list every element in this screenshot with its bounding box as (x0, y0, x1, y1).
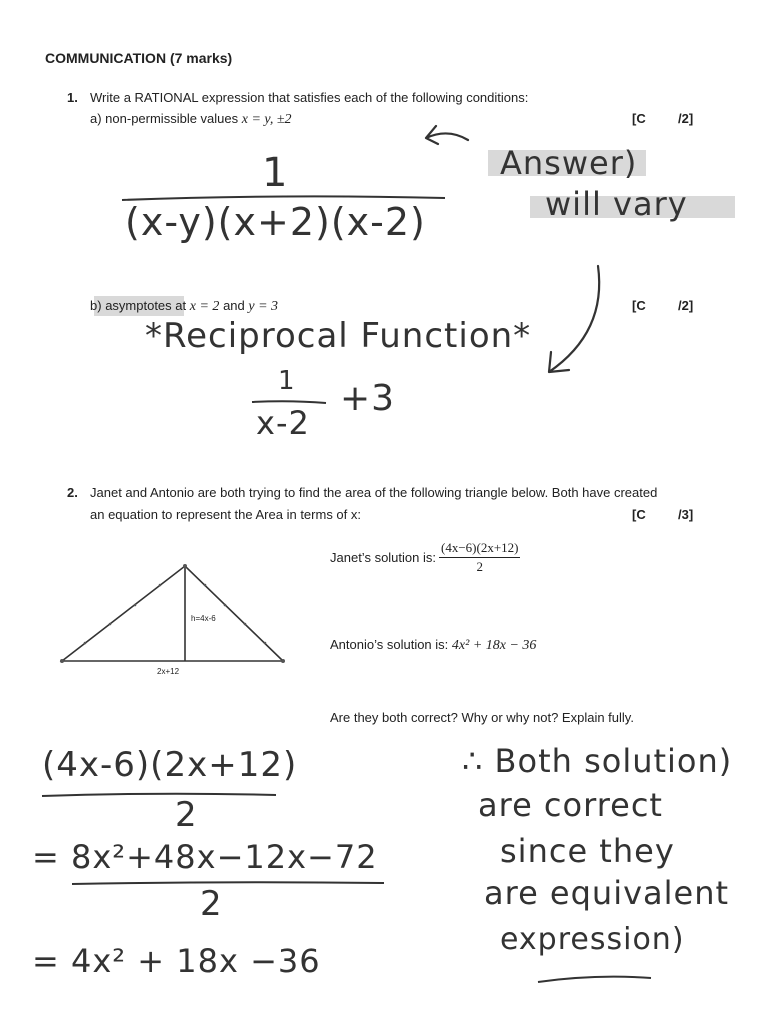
hand-1b-title: *Reciprocal Function* (145, 316, 532, 356)
hand-1a-denominator: (x-y)(x+2)(x-2) (125, 200, 426, 244)
q1a-math: x = y, ±2 (241, 112, 292, 127)
q1b-highlight: asymptotes (105, 298, 172, 313)
hand-work-line1-bar (40, 790, 280, 800)
q1-prompt: Write a RATIONAL expression that satisfies each of the following conditions: (90, 90, 529, 105)
janet-numerator: (4x−6)(2x+12) (439, 540, 520, 558)
q1b-mark-c: [C (632, 298, 646, 313)
q1b-and: and (223, 298, 245, 313)
hand-work-line2-num: = 8x²+48x−12x−72 (32, 838, 378, 876)
q2-mark-total: /3] (678, 507, 694, 522)
hand-work-line1-den: 2 (175, 795, 198, 835)
section-title: COMMUNICATION (7 marks) (45, 50, 233, 66)
q2-number: 2. (67, 485, 78, 500)
q2-prompt-line1: Janet and Antonio are both trying to find the area of the following triangle below. Both have created (90, 485, 658, 500)
janet-label: Janet’s solution is: (330, 550, 436, 565)
triangle-figure (55, 558, 295, 673)
q2-prompt-line2: an equation to represent the Area in terms of x: (90, 507, 361, 522)
q1a-mark-total: /2] (678, 111, 694, 126)
q1a-label: a) non-permissible values (90, 111, 239, 126)
hand-work-line2-den: 2 (200, 884, 223, 924)
antonio-solution (330, 637, 536, 654)
triangle-base-label: 2x+12 (157, 667, 180, 676)
hand-conclusion-4: are equivalent (484, 874, 730, 912)
q2-mark-c: [C (632, 507, 646, 522)
hand-conclusion-3: since they (500, 832, 675, 870)
arrow-left-icon (418, 120, 473, 150)
hand-work-line3: = 4x² + 18x −36 (32, 942, 321, 980)
hand-work-line2-bar (70, 878, 390, 888)
antonio-expression: 4x² + 18x − 36 (451, 638, 537, 653)
q1b-at: at (175, 298, 187, 313)
hand-conclusion-1: ∴ Both solution) (462, 742, 733, 780)
q2-question: Are they both correct? Why or why not? Explain fully. (330, 710, 634, 725)
antonio-label: Antonio’s solution is: (330, 637, 449, 652)
hand-1b-denominator: x-2 (256, 404, 310, 442)
q1a-mark-c: [C (632, 111, 646, 126)
janet-denominator: 2 (476, 559, 483, 574)
hand-conclusion-2: are correct (478, 786, 663, 824)
hand-conclusion-5: expression) (500, 922, 685, 957)
hand-answer-line1: Answer) (500, 144, 638, 182)
hand-conclusion-underline (535, 972, 655, 986)
q1a-text (90, 111, 292, 128)
janet-solution (330, 540, 520, 575)
q1b-prefix: b) (90, 298, 102, 313)
q1b-text (90, 298, 278, 315)
hand-answer-line2: will vary (545, 185, 688, 223)
janet-fraction (439, 540, 520, 575)
q1-number: 1. (67, 90, 78, 105)
triangle-height-label: h=4x-6 (191, 614, 216, 623)
arrow-down-curve-icon (535, 262, 615, 387)
hand-1b-numerator: 1 (278, 366, 296, 396)
q1b-math-x: x = 2 (189, 299, 220, 314)
hand-1b-plus: +3 (340, 378, 396, 419)
q1b-math-y: y = 3 (248, 299, 279, 314)
q1b-mark-total: /2] (678, 298, 694, 313)
hand-1a-numerator: 1 (262, 150, 289, 196)
hand-work-line1-num: (4x-6)(2x+12) (42, 745, 298, 785)
